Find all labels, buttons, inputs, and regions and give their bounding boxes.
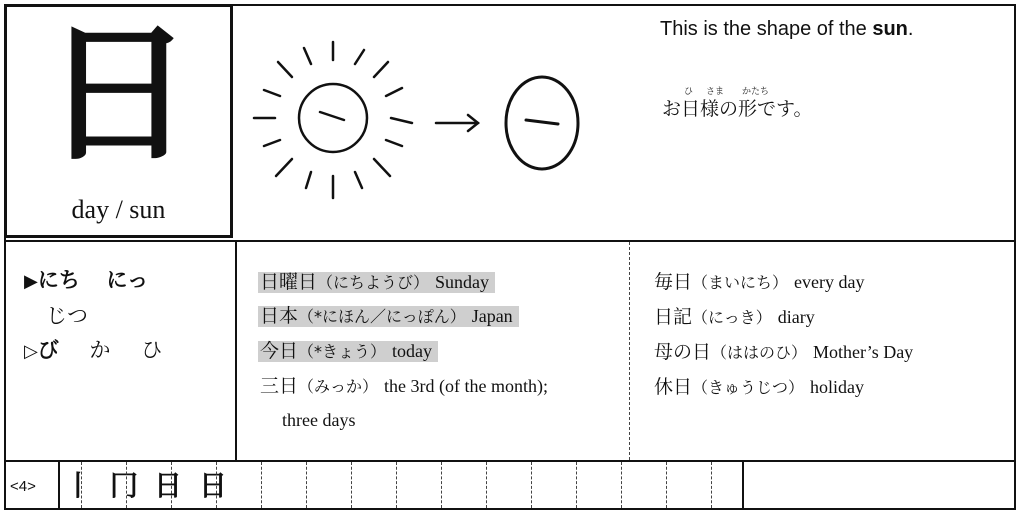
kun-reading-1: び xyxy=(37,338,59,362)
practice-cell-divider xyxy=(261,462,262,508)
kun-reading-3: ひ xyxy=(141,338,163,362)
stroke-step: 冂 xyxy=(109,469,138,502)
practice-area-end xyxy=(742,461,744,509)
vocab-right-item xyxy=(654,337,913,367)
kanji-box xyxy=(4,4,233,238)
practice-cell-divider xyxy=(621,462,622,508)
reading-on-row-1 xyxy=(24,264,148,294)
kun-reading-2: か xyxy=(89,338,111,362)
sun-illustration xyxy=(240,20,660,220)
practice-cell-divider xyxy=(396,462,397,508)
vocab-word: 三日 xyxy=(260,375,299,397)
vocab-highlight xyxy=(258,341,438,362)
practice-cell-divider xyxy=(306,462,307,508)
vocab-meaning: diary xyxy=(777,307,815,327)
vocab-left-item xyxy=(258,267,495,297)
vocab-meaning: Mother’s Day xyxy=(813,342,914,362)
vocab-reading: （*にほん／にっぽん） xyxy=(298,307,466,326)
practice-cell-divider xyxy=(351,462,352,508)
vocab-left-item xyxy=(258,336,438,366)
explanation-english-bold: sun xyxy=(872,18,908,40)
vocab-left-continuation: three days xyxy=(282,410,356,430)
divider-vocab-columns xyxy=(629,242,630,460)
practice-cell-divider xyxy=(576,462,577,508)
on-reading-1: にち xyxy=(37,268,80,292)
practice-cell-divider xyxy=(171,462,172,508)
vocab-reading: （にっき） xyxy=(692,308,772,327)
kun-reading-marker-icon: ▷ xyxy=(24,341,38,362)
vocab-highlight xyxy=(258,306,519,327)
vocab-word: 日曜日 xyxy=(260,271,318,293)
vocab-meaning: Sunday xyxy=(435,272,490,292)
divider-vocab-section xyxy=(4,460,1016,462)
vocab-word: 休日 xyxy=(654,376,693,398)
vocab-word: 今日 xyxy=(260,340,299,362)
vocab-meaning: the 3rd (of the month); xyxy=(384,376,548,396)
vocab-left-item xyxy=(258,301,519,331)
vocab-reading: （きゅうじつ） xyxy=(692,378,805,397)
on-reading-3: じつ xyxy=(46,304,88,328)
practice-cell-divider xyxy=(531,462,532,508)
explanation-english-suffix: . xyxy=(907,18,914,40)
ruby-katachi: かたち xyxy=(742,87,770,97)
divider-top-section xyxy=(4,240,1016,242)
vocab-right-item xyxy=(654,302,815,332)
vocab-right-item xyxy=(654,372,864,402)
ruby-sama: さま xyxy=(706,87,725,97)
vocab-reading: （ははのひ） xyxy=(711,343,808,362)
vocab-word: 日記 xyxy=(654,306,693,328)
on-reading-2: にっ xyxy=(106,268,149,292)
kanji-character: 日 xyxy=(43,8,194,182)
vocab-meaning: Japan xyxy=(471,306,513,326)
vocab-reading: （*きょう） xyxy=(298,342,387,361)
vocab-left-item xyxy=(260,371,548,401)
vocab-word: 母の日 xyxy=(654,341,712,363)
practice-cell-divider xyxy=(81,462,82,508)
vocab-reading: （まいにち） xyxy=(692,273,789,292)
practice-cell-divider xyxy=(441,462,442,508)
sun-icon xyxy=(254,42,412,198)
vocab-word: 毎日 xyxy=(654,271,693,293)
explanation-english xyxy=(660,18,913,41)
explanation-english-text: This is the shape of the xyxy=(660,18,873,40)
vocab-word: 日本 xyxy=(260,305,299,327)
vocab-reading: （にちようび） xyxy=(317,273,430,292)
explanation-japanese: お日様の形です。 xyxy=(662,98,813,120)
vocab-meaning: today xyxy=(392,341,433,361)
divider-readings xyxy=(235,240,237,461)
practice-cell-divider xyxy=(216,462,217,508)
practice-cell-divider xyxy=(486,462,487,508)
practice-cell-divider xyxy=(126,462,127,508)
vocab-meaning: holiday xyxy=(810,377,865,397)
vocab-right-item xyxy=(654,267,865,297)
arrow-icon xyxy=(436,115,478,131)
frame-bottom xyxy=(4,508,1016,510)
stroke-step: 日 xyxy=(198,469,227,502)
vocab-reading: （みっか） xyxy=(298,377,379,396)
stroke-count-label: <4> xyxy=(10,478,36,495)
vocab-highlight xyxy=(258,272,495,293)
practice-cell-divider xyxy=(711,462,712,508)
on-reading-marker-icon: ▶ xyxy=(24,271,38,292)
stroke-step: 丨 xyxy=(63,469,92,502)
sun-shape-oval-icon xyxy=(506,77,578,169)
practice-cell-divider xyxy=(666,462,667,508)
stroke-step: 日 xyxy=(153,469,182,502)
ruby-hi: ひ xyxy=(684,87,694,97)
kanji-meaning: day / sun xyxy=(71,195,166,224)
reading-kun-row xyxy=(24,334,162,364)
vocab-meaning: every day xyxy=(794,272,865,292)
frame-right xyxy=(1014,4,1016,510)
